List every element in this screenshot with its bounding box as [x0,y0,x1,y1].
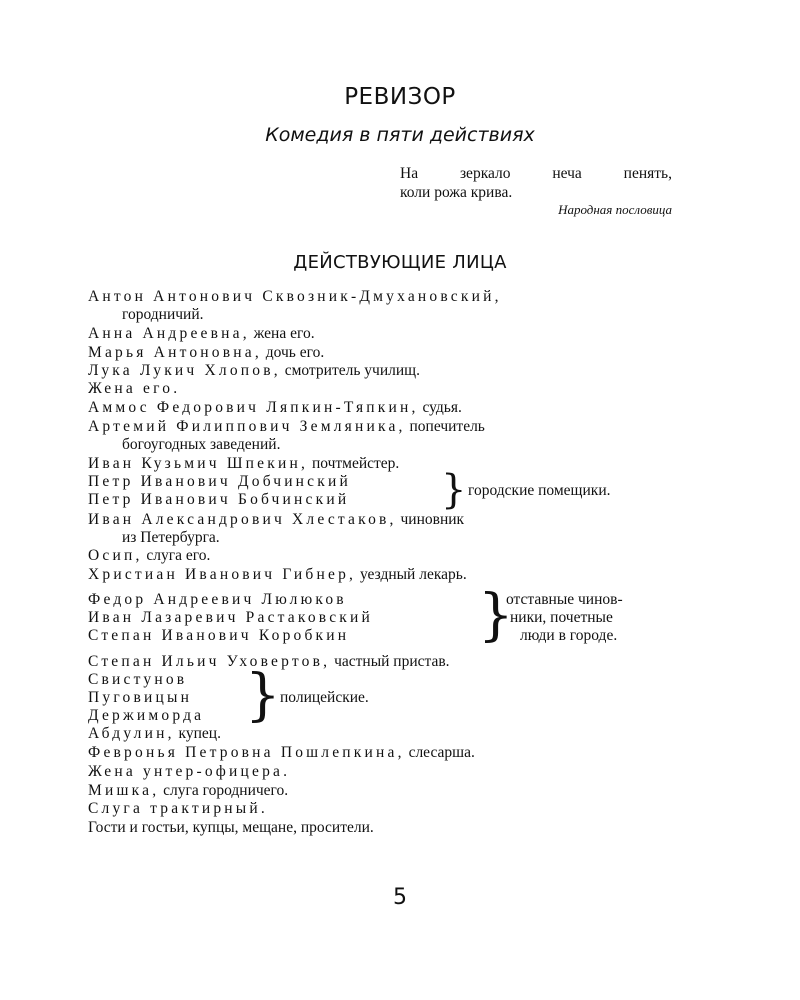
character-entry [88,671,187,689]
character-role: слесарша. [404,744,475,761]
character-entry [88,325,315,343]
character-entry [88,455,399,473]
character-name: Слуга трактирный. [88,800,268,817]
character-name: Артемий Филиппович Земляника, [88,418,406,435]
group-description: люди в городе. [520,627,618,644]
character-name: Христиан Иванович Гибнер, [88,566,357,583]
character-entry [88,819,374,837]
character-entry [88,288,502,306]
character-name: Иван Кузьмич Шпекин, [88,455,309,472]
character-entry [88,763,290,781]
character-entry [88,744,475,762]
character-name: Марья Антоновна, [88,344,262,361]
character-entry [88,511,464,529]
character-role: слуга городничего. [159,782,289,799]
character-role-continued: из Петербурга. [122,529,220,546]
character-role: дочь его. [261,344,325,361]
character-name: Федор Андреевич Люлюков [88,591,347,608]
character-role: попечитель [405,418,485,435]
character-entry [88,547,210,565]
character-name: Абдулин, [88,725,175,742]
group-description: отставные чинов- [506,591,623,608]
character-entry [88,627,349,645]
character-role: частный пристав. [330,653,450,670]
character-entry [88,566,467,584]
character-entry [88,491,349,509]
character-role: купец. [174,725,221,742]
character-entry [88,399,462,417]
character-name: Держиморда [88,707,205,724]
character-role: слуга его. [142,547,211,564]
character-name: Пуговицын [88,689,193,706]
epigraph-line: коли рожа крива. [400,184,513,201]
character-name: Петр Иванович Бобчинский [88,491,350,508]
character-role: чиновник [396,511,465,528]
character-entry [88,782,288,800]
character-name: Антон Антонович Сквозник-Дмухановский, [88,288,502,305]
character-role: почтмейстер. [308,455,400,472]
character-name: Иван Лазаревич Растаковский [88,609,374,626]
page-number: 5 [393,885,407,910]
epigraph [400,164,672,218]
character-name: Лука Лукич Хлопов, [88,362,281,379]
group-description: полицейские. [280,689,369,706]
character-role: Гости и гостьи, купцы, мещане, просители. [88,819,374,836]
character-role-continued: богоугодных заведений. [122,436,281,453]
character-entry [88,707,204,725]
character-entry [88,473,351,491]
character-entry [88,418,485,436]
character-entry [88,344,324,362]
curly-brace-icon: } [245,663,281,728]
character-name: Степан Ильич Уховертов, [88,653,331,670]
curly-brace-icon: } [478,583,514,648]
subtitle: Комедия в пяти действиях [265,124,535,146]
character-entry [88,725,221,743]
character-entry [88,800,268,818]
group-description: ники, почетные [510,609,613,626]
character-name: Свистунов [88,671,188,688]
page-title: РЕВИЗОР [344,84,456,110]
character-role-continued: городничий. [122,306,204,323]
character-name: Февронья Петровна Пошлепкина, [88,744,405,761]
character-role: смотритель училищ. [280,362,420,379]
character-name: Жена унтер-офицера. [88,763,291,780]
character-name: Жена его. [88,380,181,397]
character-entry [88,609,373,627]
character-name: Петр Иванович Добчинский [88,473,351,490]
section-heading: ДЕЙСТВУЮЩИЕ ЛИЦА [293,252,507,273]
character-entry [88,362,420,380]
epigraph-line: На зеркало неча пенять, [400,165,672,182]
character-name: Степан Иванович Коробкин [88,627,350,644]
character-name: Осип, [88,547,143,564]
character-entry [88,591,347,609]
character-name: Иван Александрович Хлестаков, [88,511,397,528]
character-entry [88,380,180,398]
character-role: уездный лекарь. [356,566,467,583]
group-description: городские помещики. [468,482,611,499]
character-entry [88,689,192,707]
character-name: Мишка, [88,782,160,799]
character-name: Аммос Федорович Ляпкин-Тяпкин, [88,399,419,416]
character-role: жена его. [249,325,315,342]
epigraph-source: Народная пословица [558,202,672,217]
character-name: Анна Андреевна, [88,325,250,342]
character-role: судья. [418,399,462,416]
curly-brace-icon: } [441,467,467,513]
